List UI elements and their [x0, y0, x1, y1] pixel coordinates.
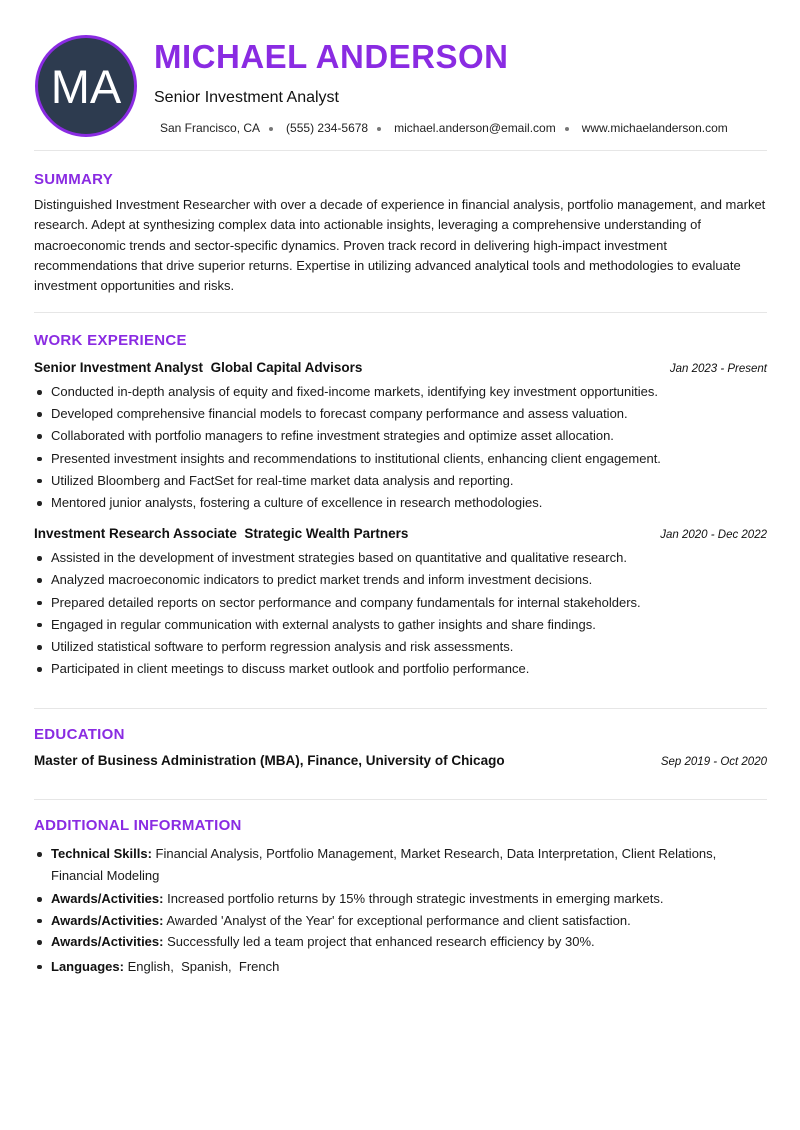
work-experience-heading: WORK EXPERIENCE — [34, 332, 187, 349]
list-item: Utilized Bloomberg and FactSet for real-time market data analysis and reporting. — [34, 470, 767, 492]
resume-header — [34, 0, 767, 150]
item-text: English, Spanish, French — [127, 958, 280, 974]
job-bullets — [34, 547, 767, 680]
job-dates: Jan 2023 - Present — [669, 363, 767, 375]
education-entry — [34, 753, 767, 768]
candidate-name: MICHAEL ANDERSON — [154, 38, 509, 75]
list-item: Participated in client meetings to discuss market outlook and portfolio performance. — [34, 658, 767, 680]
item-text: Awarded 'Analyst of the Year' for exceptional performance and client satisfaction. — [166, 912, 631, 928]
list-item: Utilized statistical software to perform regression analysis and risk assessments. — [34, 636, 767, 658]
education-degree: Master of Business Administration (MBA), Finance, University of Chicago — [34, 753, 505, 768]
avatar-initials: MA — [50, 59, 122, 113]
avatar — [35, 35, 137, 137]
list-item: Developed comprehensive financial models to forecast company performance and assess valuation. — [34, 403, 767, 425]
summary-text: Distinguished Investment Researcher with over a decade of experience in financial analysis, portfolio management, and market research. Adept at synthesizing complex data into actionable insights, leveraging a comprehensive understanding of macroeconomic trends and sector-specific dynamics. Proven track record in delivering high-impact investment recommendations that drive superior returns. Expertise in utilizing advanced analytical tools and methodologies to evaluate investment opportunities and risks. — [34, 197, 766, 294]
bullet-separator-icon — [565, 127, 569, 131]
education-heading: EDUCATION — [34, 726, 125, 743]
job-company: Global Capital Advisors — [210, 360, 363, 375]
bullet-separator-icon — [269, 127, 273, 131]
list-item — [34, 956, 767, 978]
list-item: Presented investment insights and recommendations to institutional clients, enhancing client engagement. — [34, 448, 767, 470]
bullet-separator-icon — [377, 127, 381, 131]
additional-info-heading: ADDITIONAL INFORMATION — [34, 817, 242, 834]
list-item — [34, 888, 767, 910]
job-header — [34, 360, 767, 375]
contact-website[interactable]: www.michaelanderson.com — [581, 121, 728, 135]
item-text: Financial Analysis, Portfolio Management, Market Research, Data Interpretation, Client Relations, Financial Modeling — [51, 846, 717, 883]
contact-phone[interactable]: (555) 234-5678 — [286, 121, 369, 135]
work-experience-section — [34, 313, 767, 708]
additional-info-section — [34, 800, 767, 977]
list-item — [34, 931, 767, 953]
item-label: Awards/Activities: — [51, 891, 164, 906]
list-item: Conducted in-depth analysis of equity and fixed-income markets, identifying key investment opportunities. — [34, 381, 767, 403]
job-role: Senior Investment Analyst — [34, 360, 204, 375]
list-item: Assisted in the development of investment strategies based on quantitative and qualitative research. — [34, 547, 767, 569]
contact-info — [160, 121, 728, 135]
job-company: Strategic Wealth Partners — [244, 526, 409, 542]
list-item: Mentored junior analysts, fostering a culture of excellence in research methodologies. — [34, 492, 767, 514]
job-role: Investment Research Associate — [34, 526, 237, 542]
contact-location: San Francisco, CA — [160, 121, 261, 135]
item-label: Awards/Activities: — [51, 934, 164, 949]
summary-heading: SUMMARY — [34, 171, 114, 188]
item-text: Increased portfolio returns by 15% through strategic investments in emerging markets. — [167, 891, 664, 906]
job-bullets — [34, 381, 767, 514]
item-text: Successfully led a team project that enhanced research efficiency by 30%. — [167, 934, 595, 949]
list-item: Analyzed macroeconomic indicators to predict market trends and inform investment decisions. — [34, 569, 767, 591]
list-item — [34, 910, 767, 932]
list-item — [34, 843, 767, 886]
item-label: Technical Skills: — [51, 846, 152, 861]
candidate-title: Senior Investment Analyst — [154, 89, 339, 106]
list-item: Collaborated with portfolio managers to refine investment strategies and optimize asset allocation. — [34, 425, 767, 447]
additional-info-list — [34, 843, 767, 977]
summary-section — [34, 151, 767, 312]
list-item: Engaged in regular communication with external analysts to gather insights and share findings. — [34, 614, 767, 636]
list-item: Prepared detailed reports on sector performance and company fundamentals for internal stakeholders. — [34, 592, 767, 614]
job-entry — [34, 526, 767, 680]
job-role-company — [34, 360, 362, 375]
job-entry — [34, 360, 767, 514]
education-section — [34, 709, 767, 799]
item-label: Languages: — [51, 958, 124, 974]
job-header — [34, 526, 767, 541]
education-dates: Sep 2019 - Oct 2020 — [660, 756, 767, 768]
contact-email[interactable]: michael.anderson@email.com — [394, 121, 556, 135]
item-label: Awards/Activities: — [51, 912, 164, 928]
job-dates: Jan 2020 - Dec 2022 — [660, 529, 767, 542]
job-role-company — [34, 526, 408, 541]
